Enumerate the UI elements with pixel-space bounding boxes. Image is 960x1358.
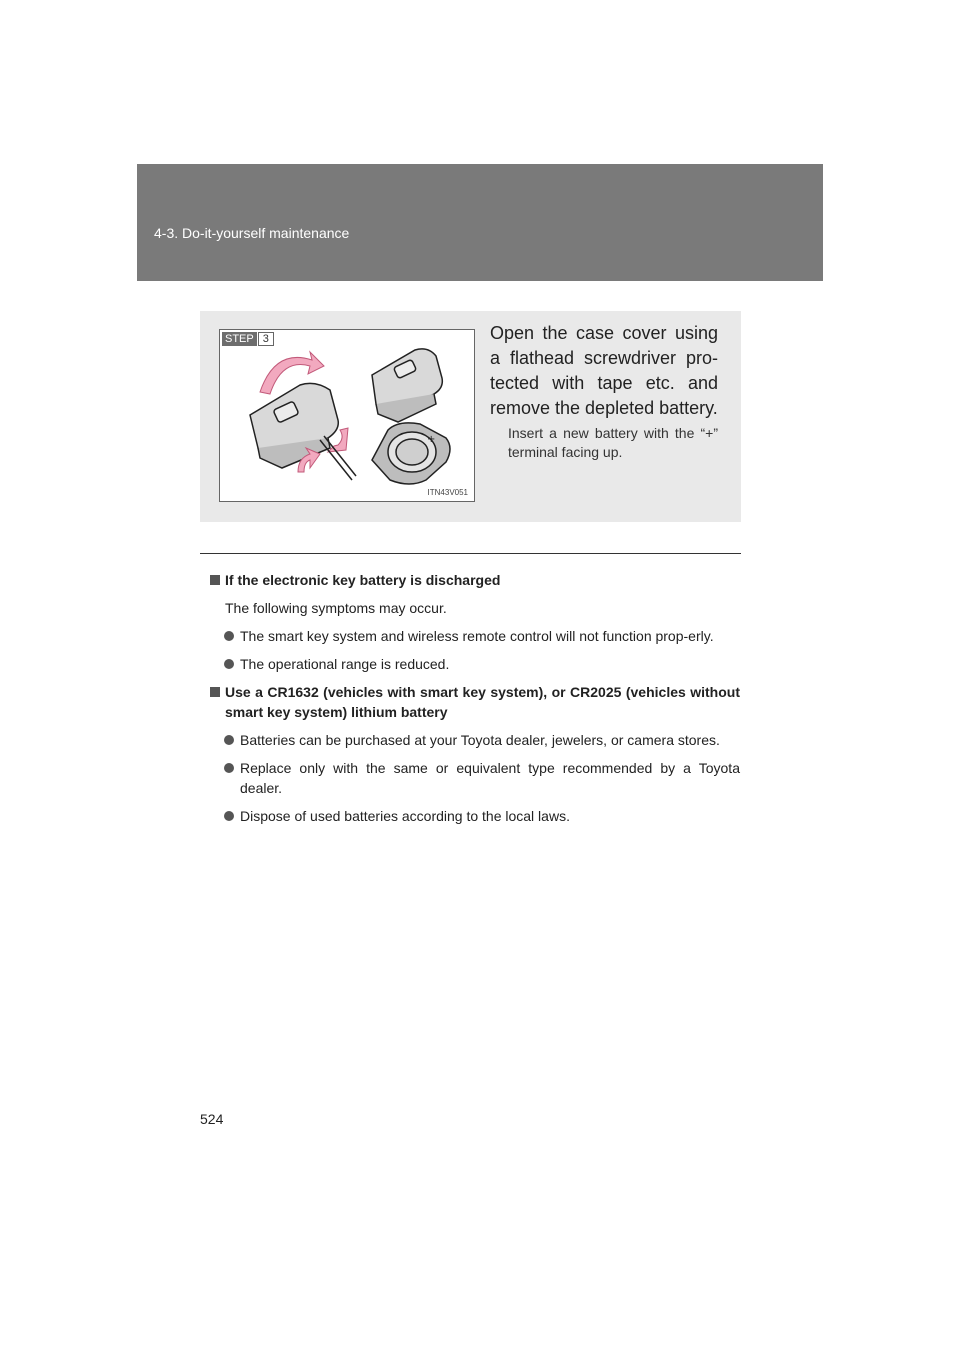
step-note: Insert a new battery with the “+” terminal facing up. bbox=[508, 425, 718, 460]
key-illustration-svg bbox=[220, 330, 474, 501]
square-bullet-icon bbox=[210, 687, 220, 697]
note-bullet-text: Dispose of used batteries according to the local laws. bbox=[240, 808, 570, 824]
key-fob-left-drawing bbox=[250, 383, 338, 468]
note-bullet bbox=[210, 758, 740, 798]
note-heading-text: If the electronic key battery is discharged bbox=[225, 572, 501, 588]
step-number: 3 bbox=[258, 332, 274, 346]
notes-section bbox=[210, 570, 740, 834]
note-bullet-text: Replace only with the same or equivalent type recommended by a Toyota dealer. bbox=[240, 760, 740, 796]
circle-bullet-icon bbox=[224, 659, 234, 669]
note-bullet-text: The operational range is reduced. bbox=[240, 656, 450, 672]
step-label: STEP bbox=[222, 332, 257, 346]
note-bullet-text: Batteries can be purchased at your Toyota dealer, jewelers, or camera stores. bbox=[240, 732, 720, 748]
page-number: 524 bbox=[200, 1111, 224, 1127]
section-title: 4-3. Do-it-yourself maintenance bbox=[154, 225, 350, 241]
note-bullet bbox=[210, 806, 740, 826]
note-heading bbox=[210, 682, 740, 722]
step-tag bbox=[222, 332, 274, 346]
circle-bullet-icon bbox=[224, 735, 234, 745]
note-heading-text: Use a CR1632 (vehicles with smart key system), or CR2025 (vehicles without smart key system) lithium battery bbox=[225, 684, 740, 720]
circle-bullet-icon bbox=[224, 631, 234, 641]
step-instruction: Open the case cover using a flathead screwdriver pro-tected with tape etc. and remove the depleted battery. bbox=[490, 323, 718, 418]
note-bullet bbox=[210, 730, 740, 750]
key-battery-illustration bbox=[219, 329, 475, 502]
key-fob-right-bottom-drawing bbox=[372, 423, 450, 484]
note-bullet-text: The smart key system and wireless remote control will not function prop-erly. bbox=[240, 628, 714, 644]
note-bullet bbox=[210, 626, 740, 646]
square-bullet-icon bbox=[210, 575, 220, 585]
note-heading bbox=[210, 570, 740, 590]
key-fob-right-top-drawing bbox=[372, 349, 442, 422]
divider-rule bbox=[200, 553, 741, 554]
note-paragraph: The following symptoms may occur. bbox=[225, 600, 447, 616]
figure-code: ITN43V051 bbox=[427, 488, 468, 497]
circle-bullet-icon bbox=[224, 811, 234, 821]
note-bullet bbox=[210, 654, 740, 674]
section-header bbox=[137, 164, 823, 281]
step-panel bbox=[200, 311, 741, 522]
svg-text:+: + bbox=[427, 434, 436, 445]
circle-bullet-icon bbox=[224, 763, 234, 773]
